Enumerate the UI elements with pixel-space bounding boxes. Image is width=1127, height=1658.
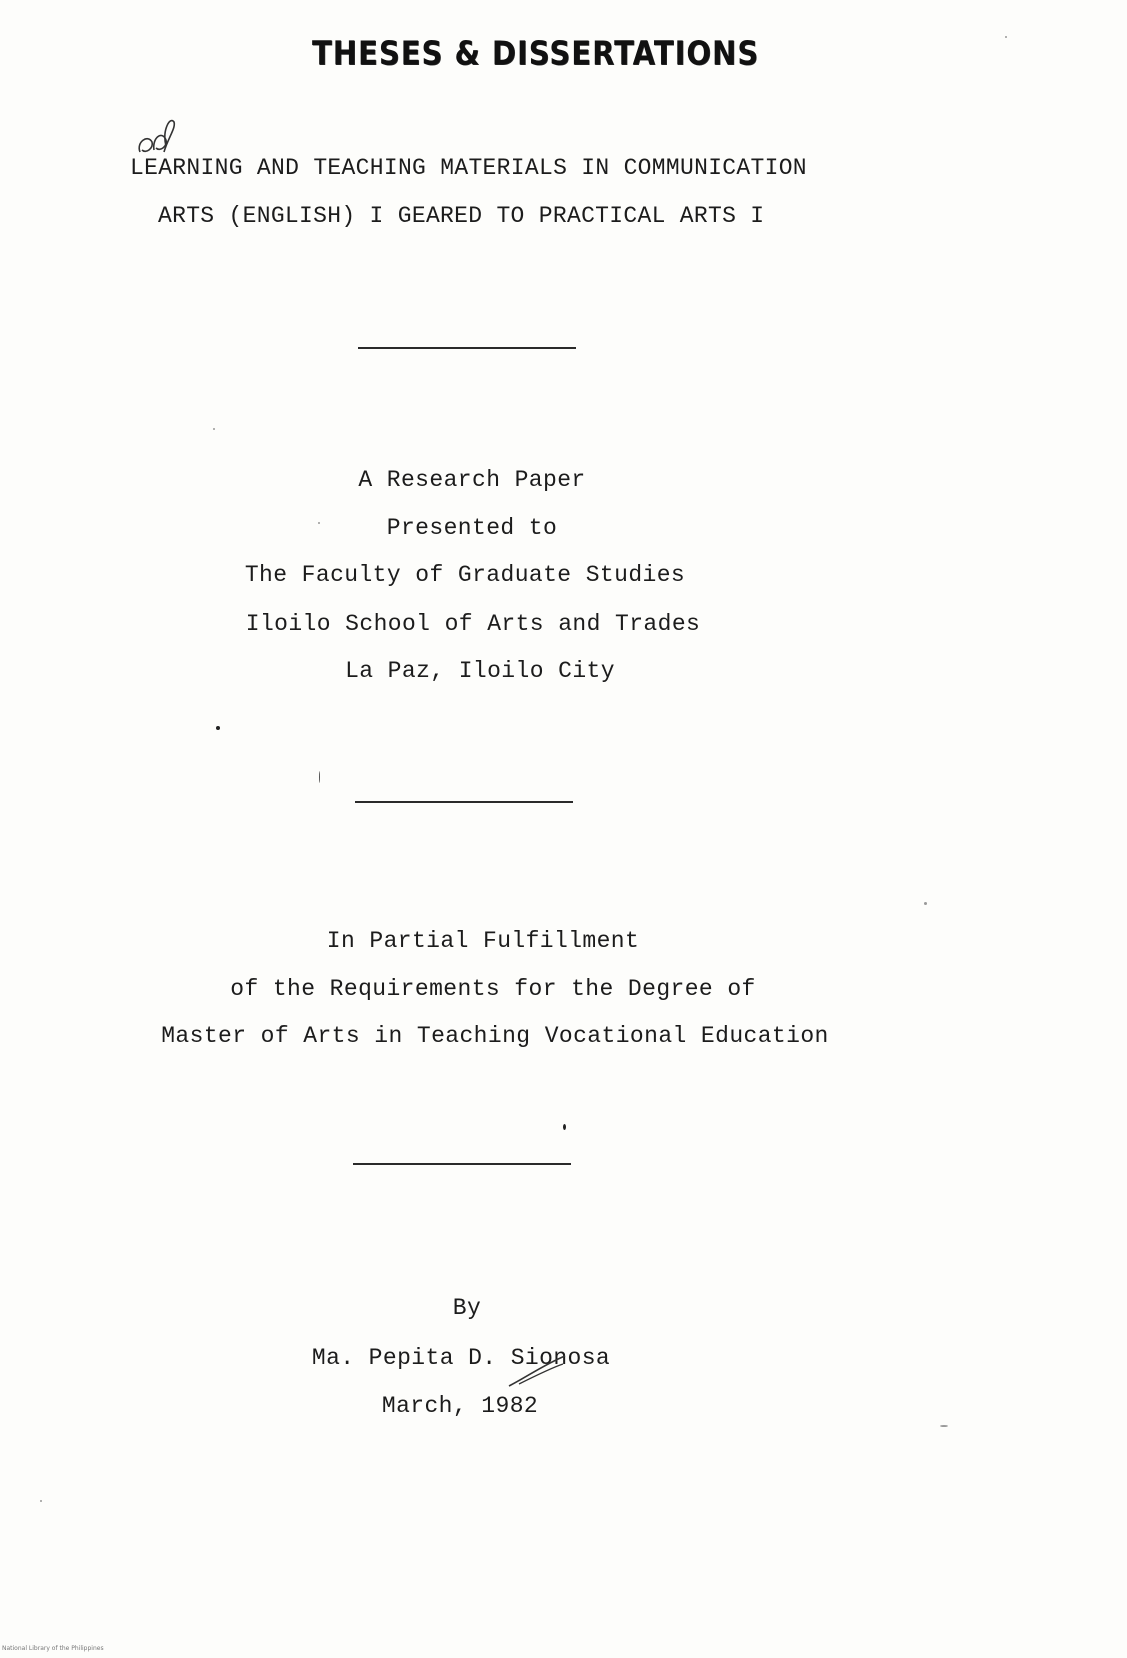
author-name: Ma. Pepita D. Sionosa bbox=[311, 1345, 611, 1371]
submission-date: March, 1982 bbox=[381, 1393, 539, 1419]
by-label: By bbox=[452, 1295, 482, 1321]
purpose-line-1: In Partial Fulfillment bbox=[326, 928, 640, 954]
purpose-line-2: of the Requirements for the Degree of bbox=[230, 976, 756, 1002]
scan-speck bbox=[1005, 36, 1007, 38]
scan-footer-text: National Library of the Philippines bbox=[2, 1645, 104, 1652]
signature-flourish bbox=[505, 1350, 575, 1390]
separator-rule-2 bbox=[355, 801, 573, 803]
presentation-line-2: Presented to bbox=[386, 515, 558, 541]
presentation-line-1: A Research Paper bbox=[358, 467, 586, 493]
scan-speck bbox=[319, 771, 320, 783]
separator-rule-1 bbox=[358, 347, 576, 349]
title-line-1: LEARNING AND TEACHING MATERIALS IN COMMUNICATION bbox=[130, 155, 807, 181]
scan-speck bbox=[216, 726, 220, 730]
scan-speck bbox=[40, 1500, 42, 1502]
scan-speck bbox=[924, 902, 927, 905]
presentation-line-3: The Faculty of Graduate Studies bbox=[244, 562, 686, 588]
presentation-line-4: Iloilo School of Arts and Trades bbox=[245, 611, 701, 637]
scan-speck bbox=[213, 428, 215, 430]
presentation-line-5: La Paz, Iloilo City bbox=[345, 658, 615, 684]
scan-speck bbox=[563, 1124, 566, 1130]
scan-speck bbox=[940, 1425, 948, 1427]
theses-dissertations-stamp: THESES & DISSERTATIONS bbox=[312, 33, 760, 73]
title-line-2: ARTS (ENGLISH) I GEARED TO PRACTICAL ARTS I bbox=[158, 203, 765, 229]
purpose-line-3: Master of Arts in Teaching Vocational Education bbox=[161, 1023, 829, 1049]
scan-speck bbox=[318, 522, 320, 524]
separator-rule-3 bbox=[353, 1163, 571, 1165]
